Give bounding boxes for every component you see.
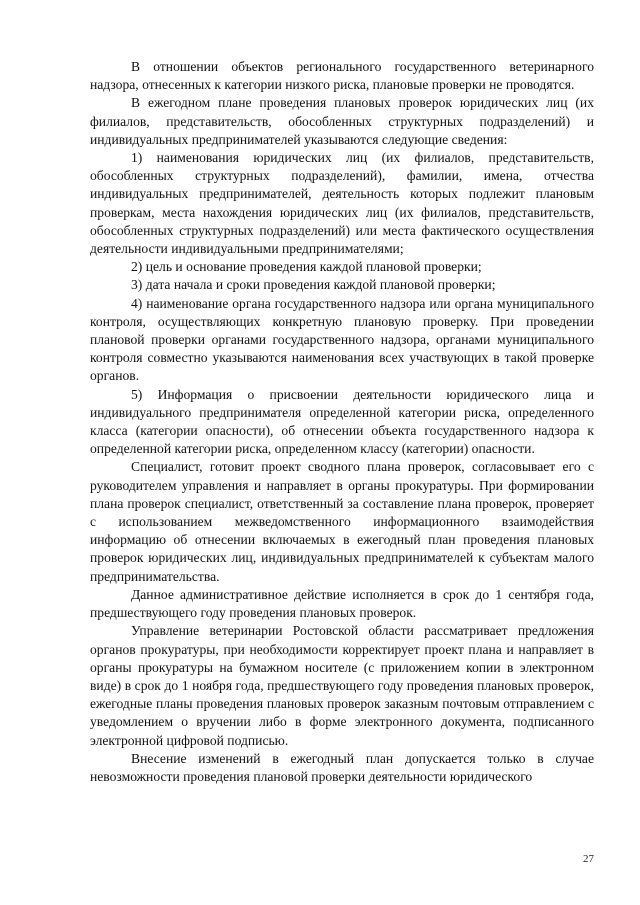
paragraph-low-risk-objects: В отношении объектов регионального государственного ветеринарного надзора, отнесенных к категории низкого риска, плановые проверки не проводятся.	[90, 59, 594, 93]
paragraph-veterinary-department: Управление ветеринарии Ростовской области рассматривает предложения органов прокуратуры, при необходимости корректирует проект плана и направляет в органы прокуратуры на бумажном носителе (с приложением копии в электронном виде) в срок до 1 ноября года, предшествующего году проведения плановых проверок, ежегодные планы проведения плановых проверок заказным почтовым отправлением с уведомлением о вручении либо в форме электронного документа, подписанного электронной цифровой подписью.	[90, 623, 594, 748]
paragraph-annual-plan-info: В ежегодном плане проведения плановых проверок юридических лиц (их филиалов, представительств, обособленных структурных подразделений) и индивидуальных предпринимателей указываются следующие сведения:	[90, 95, 594, 147]
paragraph-deadline-september: Данное административное действие исполняется в срок до 1 сентября года, предшествующего году проведения плановых проверок.	[90, 586, 594, 621]
document-body	[90, 58, 594, 786]
list-item-4-authority: 4) наименование органа государственного надзора или органа муниципального контроля, осуществляющих конкретную плановую проверку. При проведении плановой проверки органами государственного надзора, органами муниципального контроля совместно указываются наименования всех участвующих в такой проверке органов.	[90, 295, 594, 384]
paragraph-plan-changes: Внесение изменений в ежегодный план допускается только в случае невозможности проведения плановой проверки деятельности юридического	[90, 750, 594, 784]
page-number: 27	[583, 853, 594, 865]
list-item-3-dates: 3) дата начала и сроки проведения каждой плановой проверки;	[131, 277, 496, 293]
list-item-5-risk-category: 5) Информация о присвоении деятельности юридического лица и индивидуального предпринимателя определенной категории риска, определенного класса (категории опасности), об отнесении объекта государственного надзора к определенной категории риска, определенном классу (категории) опасности.	[90, 386, 594, 457]
list-item-1-names: 1) наименования юридических лиц (их филиалов, представительств, обособленных структурных подразделений), фамилии, имена, отчества индивидуальных предпринимателей, деятельность которых подлежит плановым проверкам, места нахождения юридических лиц (их филиалов, представительств, обособленных структурных подразделений) или места фактического осуществления деятельности индивидуальными предпринимателями;	[90, 150, 594, 257]
paragraph-specialist-draft: Специалист, готовит проект сводного плана проверок, согласовывает его с руководителем управления и направляет в органы прокуратуры. При формировании плана проверок специалист, ответственный за составление плана проверок, проверяет с использованием межведомственного информационного взаимодействия информацию об отнесении включаемых в ежегодный план проведения плановых проверок юридических лиц, индивидуальных предпринимателей к субъектам малого предпринимательства.	[90, 459, 594, 584]
list-item-2-purpose: 2) цель и основание проведения каждой плановой проверки;	[131, 259, 482, 275]
